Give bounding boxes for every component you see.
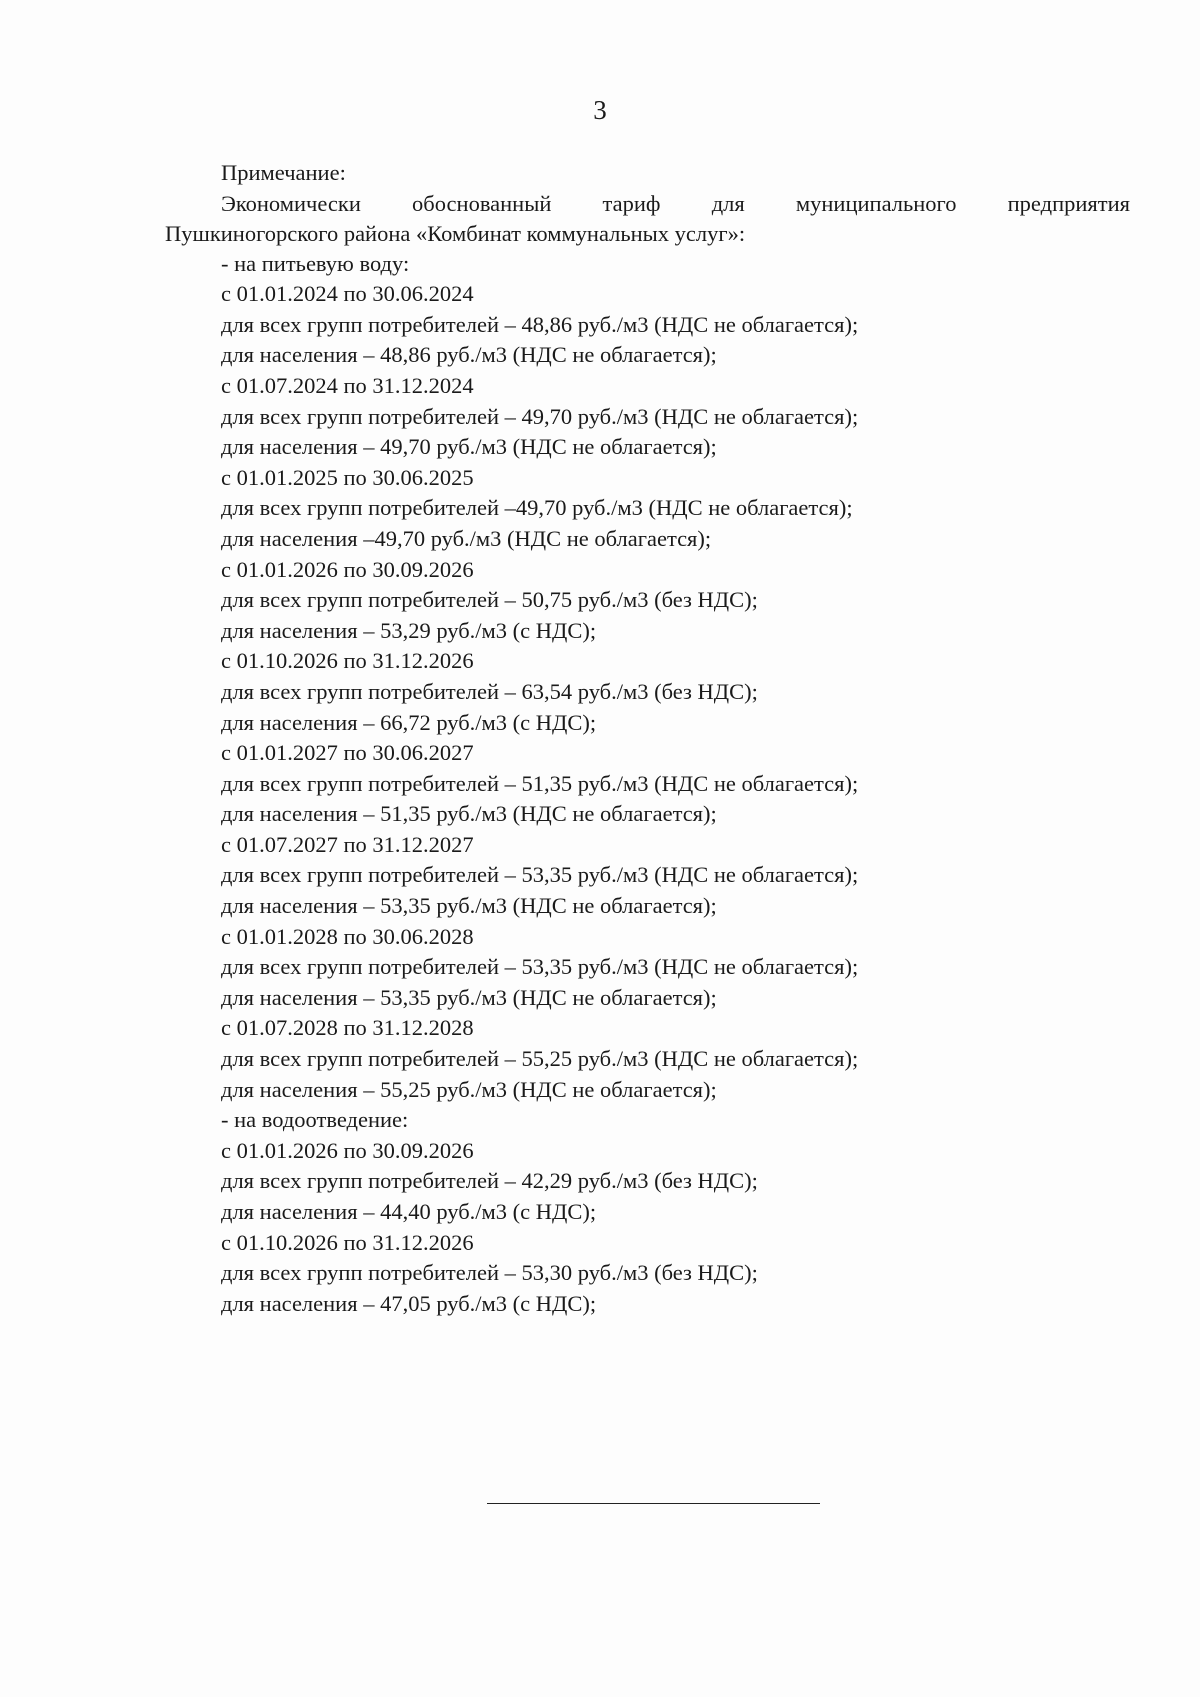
intro-word: тариф	[602, 190, 661, 216]
tariff-line: для населения – 51,35 руб./м3 (НДС не облагается);	[221, 801, 717, 827]
tariff-line: для всех групп потребителей – 53,35 руб./м3 (НДС не облагается);	[221, 862, 859, 888]
closing-rule	[487, 1503, 820, 1504]
intro-word: обоснованный	[412, 190, 552, 216]
period-line: с 01.07.2027 по 31.12.2027	[221, 831, 474, 857]
intro-word: Экономически	[221, 190, 361, 216]
period-line: с 01.01.2027 по 30.06.2027	[221, 740, 474, 766]
period-line: с 01.10.2026 по 31.12.2026	[221, 1229, 474, 1255]
intro-line	[165, 189, 1130, 219]
tariff-line: для населения – 44,40 руб./м3 (с НДС);	[221, 1199, 597, 1224]
intro-word: предприятия	[1007, 190, 1130, 216]
period-line: с 01.01.2026 по 30.09.2026	[221, 1137, 474, 1163]
tariff-line: для населения – 53,35 руб./м3 (НДС не облагается);	[221, 893, 717, 919]
tariff-line: для всех групп потребителей – 53,30 руб./м3 (без НДС);	[221, 1260, 758, 1286]
tariff-line: для населения – 55,25 руб./м3 (НДС не облагается);	[221, 1076, 717, 1102]
period-line: с 01.01.2025 по 30.06.2025	[221, 464, 474, 490]
tariff-line: для всех групп потребителей – 48,86 руб./м3 (НДС не облагается);	[221, 311, 859, 337]
note-label: Примечание:	[221, 160, 346, 185]
section-heading-water: - на питьевую воду:	[221, 250, 410, 276]
section-heading-wastewater: - на водоотведение:	[221, 1107, 409, 1133]
tariff-line: для всех групп потребителей – 55,25 руб./м3 (НДС не облагается);	[221, 1046, 859, 1072]
tariff-line: для населения – 53,35 руб./м3 (НДС не облагается);	[221, 984, 717, 1010]
tariff-line: для всех групп потребителей – 51,35 руб./м3 (НДС не облагается);	[221, 770, 859, 796]
intro-continuation: Пушкиногорского района «Комбинат коммунальных услуг»:	[165, 220, 746, 246]
tariff-line: для населения – 49,70 руб./м3 (НДС не облагается);	[221, 434, 717, 460]
period-line: с 01.01.2024 по 30.06.2024	[221, 281, 474, 307]
tariff-line: для всех групп потребителей – 50,75 руб./м3 (без НДС);	[221, 587, 758, 613]
period-line: с 01.01.2026 по 30.09.2026	[221, 556, 474, 582]
tariff-line: для всех групп потребителей – 53,35 руб./м3 (НДС не облагается);	[221, 954, 859, 980]
tariff-line: для населения – 53,29 руб./м3 (с НДС);	[221, 617, 597, 643]
tariff-line: для населения –49,70 руб./м3 (НДС не облагается);	[221, 525, 712, 551]
tariff-line: для всех групп потребителей – 63,54 руб./м3 (без НДС);	[221, 678, 758, 704]
period-line: с 01.07.2028 по 31.12.2028	[221, 1015, 474, 1041]
tariff-line: для всех групп потребителей – 42,29 руб./м3 (без НДС);	[221, 1168, 758, 1194]
page-number: 3	[593, 95, 607, 125]
tariff-line: для населения – 47,05 руб./м3 (с НДС);	[221, 1290, 597, 1316]
period-line: с 01.07.2024 по 31.12.2024	[221, 372, 474, 398]
tariff-line: для населения – 48,86 руб./м3 (НДС не облагается);	[221, 342, 717, 368]
period-line: с 01.01.2028 по 30.06.2028	[221, 923, 474, 949]
tariff-line: для всех групп потребителей –49,70 руб./м3 (НДС не облагается);	[221, 495, 853, 521]
tariff-line: для населения – 66,72 руб./м3 (с НДС);	[221, 709, 597, 735]
tariff-line: для всех групп потребителей – 49,70 руб./м3 (НДС не облагается);	[221, 403, 859, 429]
note-body	[165, 158, 1130, 1319]
period-line: с 01.10.2026 по 31.12.2026	[221, 648, 474, 674]
intro-word: муниципального	[795, 190, 957, 216]
intro-word: для	[711, 190, 745, 216]
